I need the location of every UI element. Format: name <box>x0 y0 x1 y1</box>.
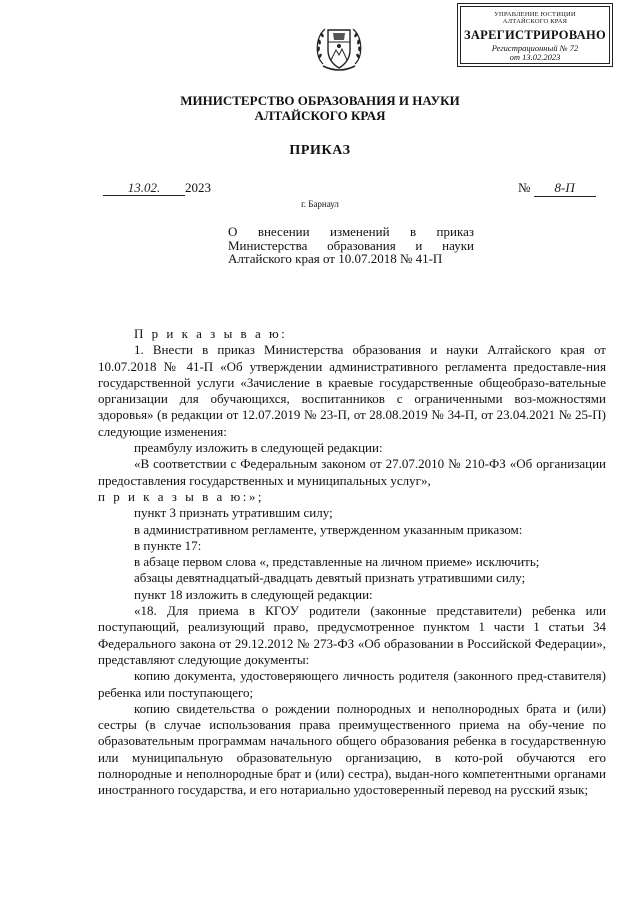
paragraph: пункт 18 изложить в следующей редакции: <box>134 586 373 602</box>
stamp-org-line1: УПРАВЛЕНИЕ ЮСТИЦИИ <box>494 11 576 18</box>
stamp-status: ЗАРЕГИСТРИРОВАНО <box>463 28 607 42</box>
ministry-name-line2: АЛТАЙСКОГО КРАЯ <box>254 108 386 123</box>
stamp-reg-number: Регистрационный № 72 <box>491 43 579 53</box>
number-sign: № <box>518 180 531 195</box>
altai-coat-of-arms-icon <box>311 20 367 76</box>
paragraph: «В соответствии с Федеральным законом от 27.07.2010 № 210-ФЗ «Об организации предоставления государственных и муниципальных услуг», <box>98 456 606 488</box>
handwritten-number: 8-П <box>534 180 596 197</box>
order-subject: О внесении изменений в приказ Министерства образования и науки Алтайского края от 10.07.2018 № 41-П <box>228 224 474 266</box>
order-word: П р и к а з ы в а ю: <box>134 326 288 341</box>
paragraph: копию свидетельства о рождении полнородных и неполнородных брата и (или) сестры (в случае использования права преимущественного приема на обу-чение по образовательным программам начального общего образования ребенка в государственную или муниципальную образовательную организацию, в кото-рой обучаются его полнородные и неполнородные брат и (или) сестра), выдан-ного компетентными органами иностранного государства, и его нотариально удостоверенный перевод на русский язык; <box>98 700 606 798</box>
paragraph: п р и к а з ы в а ю:»; <box>98 488 264 504</box>
document-type-title: ПРИКАЗ <box>289 143 351 158</box>
order-date <box>103 180 213 196</box>
order-year: 2023 <box>185 180 211 195</box>
paragraph: копию документа, удостоверяющего личность родителя (законного пред-ставителя) ребенка или поступающего; <box>98 668 606 700</box>
paragraph: «18. Для приема в КГОУ родители (законные представители) ребенка или поступающий, реализующий право, предусмотренное пунктом 1 части 1 статьи 34 Федерального закона от 29.12.2012 № 273-ФЗ «Об образовании в Российской Федерации», представляют следующие документы: <box>98 603 606 667</box>
paragraph: в абзаце первом слова «, представленные на личном приеме» исключить; <box>134 554 540 570</box>
ministry-name-line1: МИНИСТЕРСТВО ОБРАЗОВАНИЯ И НАУКИ <box>180 93 460 108</box>
city-label: г. Барнаул <box>301 199 339 209</box>
paragraph: в пункте 17: <box>134 537 202 553</box>
paragraph: 1. Внести в приказ Министерства образования и науки Алтайского края от 10.07.2018 № 41-П «Об утверждении административного регламента предоставле-ния государственной услуги «Зачисление в краевые государственные общеобразо-вательные организации для обучающихся, воспитанников с ограниченными воз-можностями здоровья» (в редакции от 12.07.2019 № 23-П, от 28.08.2019 № 34-П, от 23.04.2021 № 25-П) следующие изменения: <box>98 342 606 439</box>
paragraph: абзацы девятнадцатый-двадцать девятый признать утратившими силу; <box>134 570 526 586</box>
paragraph: в административном регламенте, утвержденном указанным приказом: <box>134 521 523 537</box>
handwritten-date: 13.02. <box>103 180 185 196</box>
order-number <box>518 180 608 197</box>
order-body <box>98 326 606 799</box>
stamp-org-line2: АЛТАЙСКОГО КРАЯ <box>502 18 568 25</box>
stamp-reg-date: от 13.02.2023 <box>509 52 561 62</box>
registration-stamp <box>460 6 610 64</box>
paragraph: пункт 3 признать утратившим силу; <box>134 505 333 521</box>
paragraph: преамбулу изложить в следующей редакции: <box>134 440 383 456</box>
